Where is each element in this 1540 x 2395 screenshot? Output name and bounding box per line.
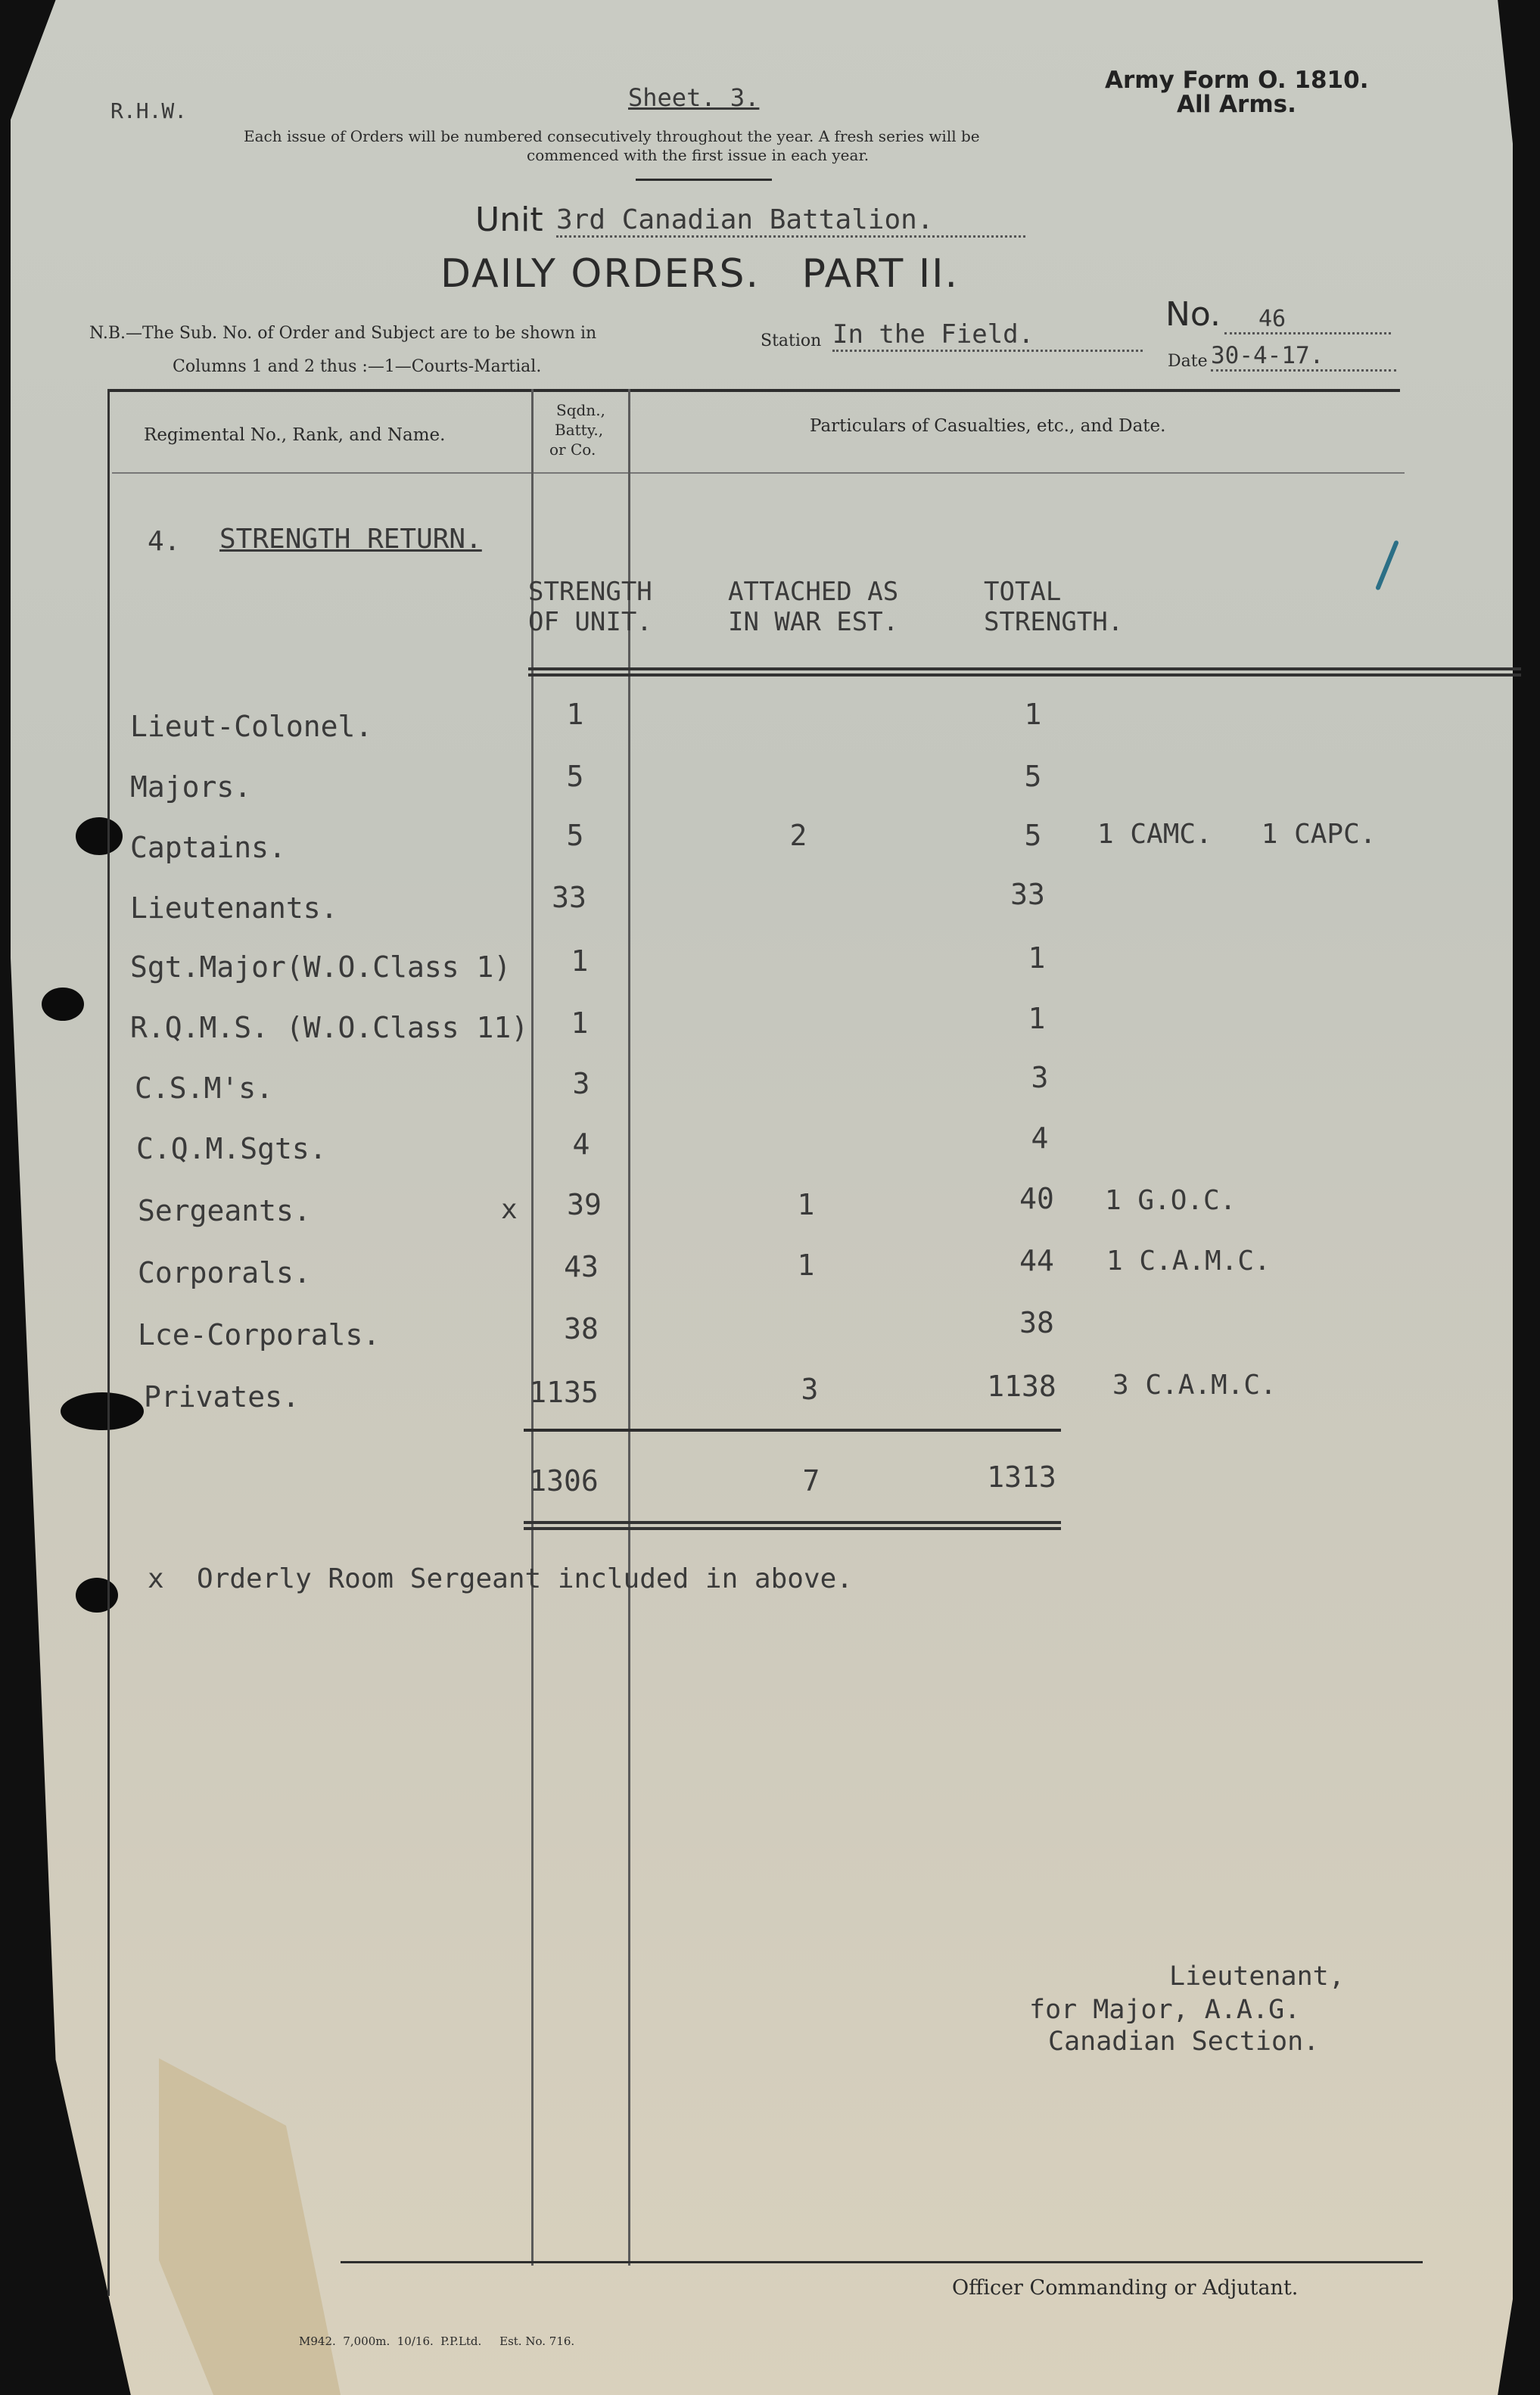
column-header-name: Regimental No., Rank, and Name. xyxy=(144,425,446,445)
total-value: 5 xyxy=(1024,760,1042,793)
attachment-note: 1 C.A.M.C. xyxy=(1106,1246,1271,1277)
punch-hole xyxy=(42,988,84,1021)
nb-note: N.B.—The Sub. No. of Order and Subject are to be shown in xyxy=(89,324,597,343)
attached-value: 1 xyxy=(797,1249,815,1282)
subheader-attached: ATTACHED AS xyxy=(728,577,899,607)
attachment-note: 1 CAMC. 1 CAPC. xyxy=(1097,819,1377,850)
signature-rank: Lieutenant, xyxy=(1169,1961,1345,1992)
strength-total: 1306 xyxy=(529,1464,599,1498)
footer-rule xyxy=(341,2261,1423,2263)
total-value: 33 xyxy=(1010,878,1045,911)
strength-value: 1135 xyxy=(529,1376,599,1409)
rank-label: Majors. xyxy=(130,770,252,804)
order-no-value: 46 xyxy=(1224,306,1391,334)
nb-note-2: Columns 1 and 2 thus :—1—Courts-Martial. xyxy=(173,357,542,376)
total-value: 38 xyxy=(1019,1306,1054,1339)
signature-section: Canadian Section. xyxy=(1048,2026,1320,2057)
rank-label: Sgt.Major(W.O.Class 1) xyxy=(130,950,512,984)
column-header-particulars: Particulars of Casualties, etc., and Date. xyxy=(810,416,1166,436)
grand-total: 1313 xyxy=(987,1460,1056,1494)
signature-for: for Major, A.A.G. xyxy=(1029,1995,1301,2025)
punch-hole xyxy=(61,1392,144,1430)
rank-label: Captains. xyxy=(130,831,286,864)
date-label: Date xyxy=(1168,352,1208,371)
totals-rule xyxy=(524,1429,1061,1432)
rank-label: Lce-Corporals. xyxy=(138,1318,381,1351)
date-value: 30-4-17. xyxy=(1211,342,1396,372)
header-rule xyxy=(636,179,772,181)
totals-double-rule xyxy=(524,1521,1061,1530)
attachment-note: 1 G.O.C. xyxy=(1105,1185,1237,1216)
header-bottom-rule xyxy=(112,472,1405,474)
total-value: 40 xyxy=(1019,1182,1054,1215)
officer-commanding: Officer Commanding or Adjutant. xyxy=(952,2276,1299,2300)
strength-value: 39 xyxy=(567,1188,602,1221)
footnote-mark: x xyxy=(501,1194,518,1225)
subheader-attached-2: IN WAR EST. xyxy=(728,607,899,637)
strength-value: 5 xyxy=(566,760,584,793)
attached-total: 7 xyxy=(802,1464,820,1498)
section-heading: STRENGTH RETURN. xyxy=(219,524,482,555)
total-value: 1 xyxy=(1028,1002,1046,1035)
column-header-unit: Sqdn., xyxy=(556,401,605,419)
section-number: 4. xyxy=(148,526,181,557)
strength-value: 1 xyxy=(566,698,584,731)
rank-label: Corporals. xyxy=(138,1256,311,1289)
subheader-total-2: STRENGTH. xyxy=(984,607,1124,637)
rank-label: Sergeants. xyxy=(138,1194,311,1227)
unit-label: Unit xyxy=(475,201,543,239)
total-value: 1 xyxy=(1028,941,1046,975)
strength-value: 1 xyxy=(571,1006,589,1040)
subheader-total: TOTAL xyxy=(984,577,1062,607)
attached-value: 1 xyxy=(797,1188,815,1221)
attached-value: 3 xyxy=(801,1373,819,1406)
total-value: 44 xyxy=(1019,1244,1054,1277)
column-header-unit-2: Batty., xyxy=(555,421,604,439)
rank-label: C.S.M's. xyxy=(135,1072,274,1105)
document-title: DAILY ORDERS. PART II. xyxy=(440,251,960,297)
total-value: 1138 xyxy=(987,1370,1056,1403)
attachment-note: 3 C.A.M.C. xyxy=(1112,1370,1277,1401)
subheader-strength: STRENGTH xyxy=(528,577,652,607)
footnote: x Orderly Room Sergeant included in above. xyxy=(148,1563,853,1594)
rank-label: R.Q.M.S. (W.O.Class 11) xyxy=(130,1011,529,1044)
subheader-strength-2: OF UNIT. xyxy=(528,607,652,637)
reference-code: R.H.W. xyxy=(110,98,188,123)
attached-value: 2 xyxy=(789,819,807,852)
rank-label: Privates. xyxy=(144,1380,300,1414)
station-label: Station xyxy=(761,331,822,350)
table-top-rule xyxy=(107,389,1400,392)
punch-hole xyxy=(76,817,123,855)
strength-value: 1 xyxy=(571,944,589,978)
punch-hole xyxy=(76,1578,118,1613)
station-value: In the Field. xyxy=(832,319,1143,352)
order-no-label: No. xyxy=(1165,295,1221,334)
all-arms: All Arms. xyxy=(1177,91,1296,118)
army-form: Army Form O. 1810. xyxy=(1105,67,1369,94)
strength-value: 38 xyxy=(564,1312,599,1345)
strength-value: 5 xyxy=(566,819,584,852)
sheet-number: Sheet. 3. xyxy=(628,83,760,112)
numbering-note: Each issue of Orders will be numbered consecutively throughout the year. A fresh series will be xyxy=(244,127,980,145)
total-value: 5 xyxy=(1024,819,1042,852)
column-header-unit-3: or Co. xyxy=(549,440,596,459)
strength-value: 33 xyxy=(552,881,586,914)
total-value: 4 xyxy=(1031,1121,1049,1155)
rank-label: Lieutenants. xyxy=(130,891,338,925)
subheader-double-rule xyxy=(528,667,1521,677)
strength-value: 3 xyxy=(572,1067,590,1100)
strength-value: 4 xyxy=(572,1128,590,1161)
rank-label: Lieut-Colonel. xyxy=(130,710,373,743)
strength-value: 43 xyxy=(564,1250,599,1283)
left-table-border xyxy=(107,389,110,2296)
printer-imprint: M942. 7,000m. 10/16. P.P.Ltd. Est. No. 716. xyxy=(299,2334,575,2348)
numbering-note-2: commenced with the first issue in each year. xyxy=(527,146,870,164)
total-value: 3 xyxy=(1031,1061,1049,1094)
unit-value: 3rd Canadian Battalion. xyxy=(556,204,1025,238)
rank-label: C.Q.M.Sgts. xyxy=(136,1132,327,1165)
total-value: 1 xyxy=(1024,698,1042,731)
